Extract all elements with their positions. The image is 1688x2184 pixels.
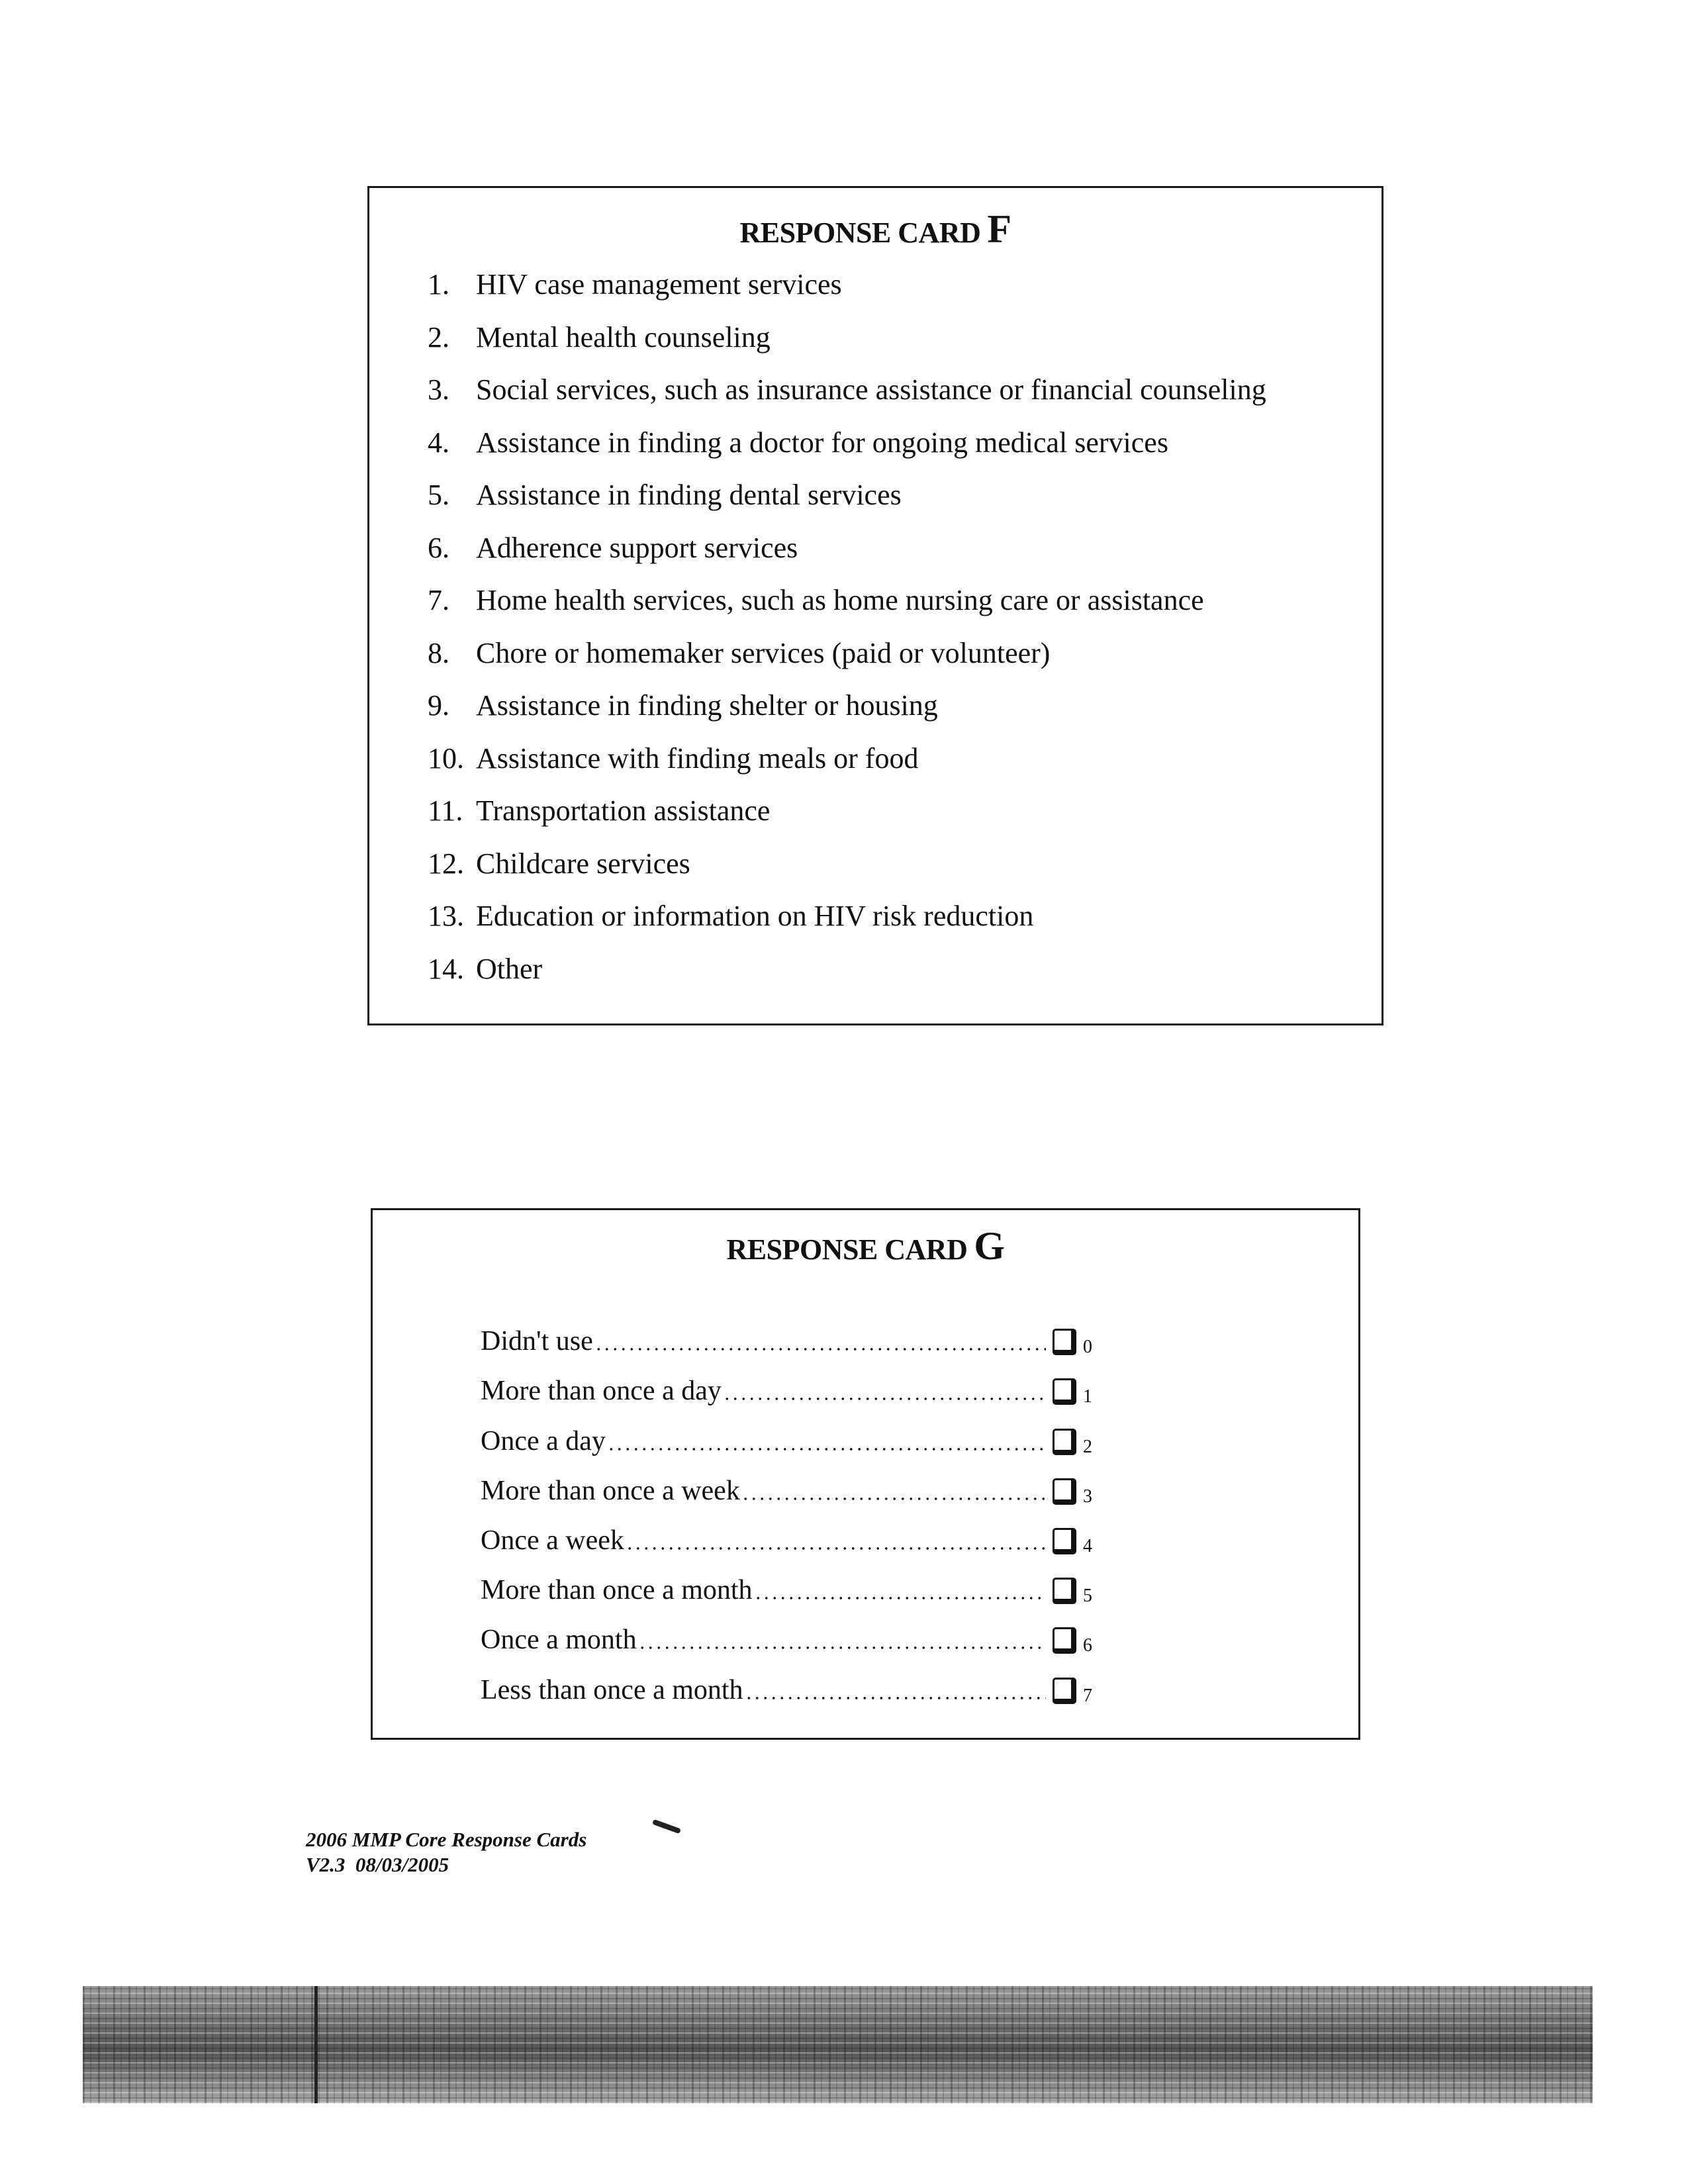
checkbox-icon[interactable]	[1053, 1528, 1076, 1554]
checkbox-icon[interactable]	[1053, 1627, 1076, 1654]
service-item	[428, 741, 1266, 794]
option-label: Once a month	[481, 1625, 637, 1656]
checkbox-icon[interactable]	[1053, 1429, 1076, 1455]
item-text: Social services, such as insurance assistance or financial counseling	[476, 373, 1266, 406]
card-g-title	[373, 1223, 1358, 1269]
item-number: 13.	[428, 900, 464, 932]
option-label: Once a week	[481, 1525, 624, 1556]
item-number: 1.	[428, 268, 449, 301]
service-item	[428, 583, 1266, 636]
item-text: Assistance in finding a doctor for ongoing medical services	[476, 426, 1168, 459]
frequency-option	[481, 1607, 1096, 1656]
item-number: 3.	[428, 373, 449, 406]
dot-leader	[638, 1646, 1046, 1650]
item-number: 8.	[428, 636, 449, 669]
option-label: Less than once a month	[481, 1674, 743, 1705]
card-f-title	[369, 207, 1382, 252]
item-number: 5.	[428, 479, 449, 511]
service-item	[428, 688, 1266, 741]
frequency-option	[481, 1407, 1096, 1457]
service-item	[428, 794, 1266, 847]
service-item	[428, 373, 1266, 426]
item-text: Adherence support services	[476, 531, 798, 564]
service-item	[428, 426, 1266, 479]
item-text: Mental health counseling	[476, 320, 771, 354]
dot-leader	[626, 1546, 1046, 1550]
option-code: 0	[1083, 1337, 1092, 1358]
option-label: More than once a month	[481, 1575, 753, 1606]
checkbox-icon[interactable]	[1053, 1678, 1076, 1704]
dot-leader	[745, 1696, 1046, 1700]
service-item	[428, 531, 1266, 584]
option-code: 3	[1083, 1486, 1092, 1507]
item-text: Transportation assistance	[476, 794, 771, 827]
scan-noise-band	[83, 1986, 1593, 2103]
item-number: 9.	[428, 689, 449, 722]
item-text: Childcare services	[476, 847, 690, 880]
response-card-g	[371, 1208, 1360, 1740]
footer-title: 2006 MMP Core Response Cards	[306, 1828, 587, 1851]
dot-leader	[754, 1596, 1046, 1600]
service-item	[428, 952, 1266, 1005]
card-title-text: RESPONSE CARD	[726, 1233, 968, 1266]
item-text: Other	[476, 952, 543, 985]
item-number: 6.	[428, 531, 449, 564]
frequency-option	[481, 1358, 1096, 1407]
option-code: 2	[1083, 1436, 1092, 1457]
item-number: 7.	[428, 584, 449, 616]
item-text: Education or information on HIV risk reduction	[476, 900, 1034, 932]
service-item	[428, 320, 1266, 373]
footer-version: V2.3 08/03/2005	[306, 1853, 449, 1876]
frequency-options	[481, 1308, 1096, 1707]
footer	[306, 1827, 586, 1877]
service-item	[428, 899, 1266, 952]
service-item	[428, 478, 1266, 531]
option-code: 1	[1083, 1386, 1092, 1407]
option-label: More than once a day	[481, 1376, 722, 1407]
option-label: Didn't use	[481, 1326, 593, 1357]
dot-leader	[723, 1397, 1046, 1401]
service-item	[428, 636, 1266, 689]
item-number: 14.	[428, 952, 464, 985]
services-list	[428, 267, 1266, 1004]
dot-leader	[594, 1347, 1046, 1351]
item-number: 2.	[428, 320, 449, 354]
service-item	[428, 847, 1266, 900]
option-label: Once a day	[481, 1425, 606, 1456]
frequency-option	[481, 1507, 1096, 1557]
dot-leader	[607, 1447, 1046, 1451]
frequency-option	[481, 1656, 1096, 1706]
card-letter: G	[974, 1224, 1005, 1268]
item-text: Assistance in finding shelter or housing	[476, 689, 938, 722]
card-letter: F	[987, 207, 1011, 251]
frequency-option	[481, 1458, 1096, 1507]
option-code: 7	[1083, 1685, 1092, 1706]
item-text: Chore or homemaker services (paid or volunteer)	[476, 636, 1051, 669]
item-number: 10.	[428, 741, 464, 775]
checkbox-icon[interactable]	[1053, 1478, 1076, 1505]
item-number: 12.	[428, 847, 464, 880]
scan-artifact-line	[314, 1986, 318, 2103]
service-item	[428, 267, 1266, 320]
card-title-text: RESPONSE CARD	[739, 216, 981, 249]
checkbox-icon[interactable]	[1053, 1329, 1076, 1355]
stray-mark	[652, 1819, 681, 1834]
frequency-option	[481, 1308, 1096, 1358]
frequency-option	[481, 1557, 1096, 1607]
dot-leader	[741, 1497, 1046, 1501]
item-text: HIV case management services	[476, 268, 842, 301]
option-code: 5	[1083, 1586, 1092, 1607]
item-number: 11.	[428, 794, 463, 827]
option-code: 6	[1083, 1635, 1092, 1656]
checkbox-icon[interactable]	[1053, 1378, 1076, 1405]
checkbox-icon[interactable]	[1053, 1578, 1076, 1604]
item-number: 4.	[428, 426, 449, 459]
option-label: More than once a week	[481, 1475, 740, 1506]
option-code: 4	[1083, 1535, 1092, 1556]
item-text: Assistance with finding meals or food	[476, 741, 919, 775]
item-text: Assistance in finding dental services	[476, 479, 902, 511]
response-card-f	[367, 186, 1383, 1025]
item-text: Home health services, such as home nursing care or assistance	[476, 584, 1204, 616]
